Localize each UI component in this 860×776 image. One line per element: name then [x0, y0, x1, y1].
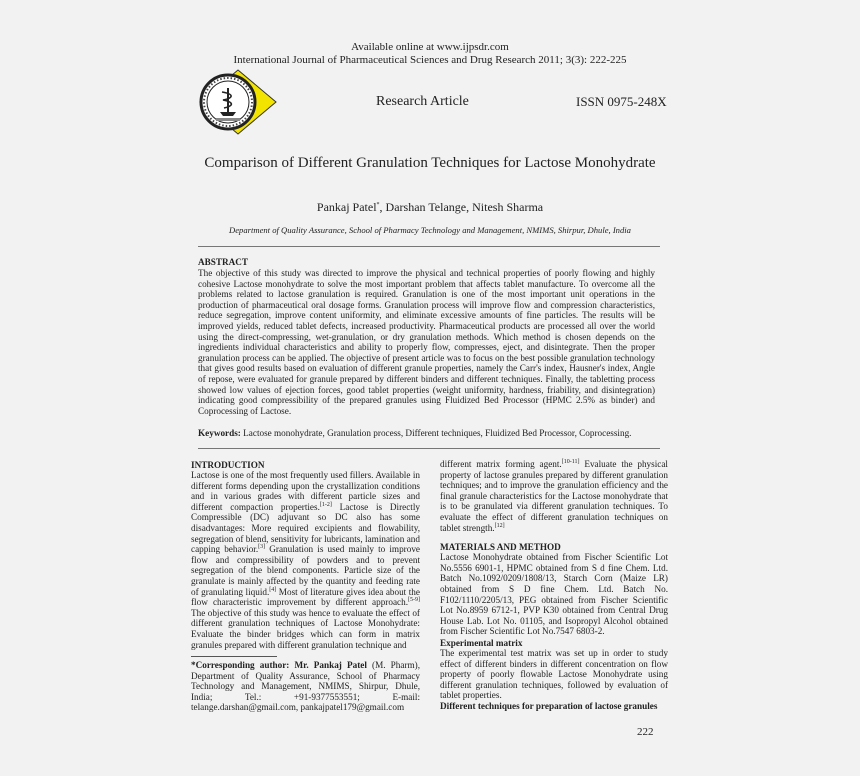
- corresponding-mark: *: [376, 202, 380, 208]
- issn-number: ISSN 0975-248X: [576, 94, 667, 109]
- co-authors: , Darshan Telange, Nitesh Sharma: [379, 200, 544, 214]
- article-title: Comparison of Different Granulation Techniques for Lactose Monohydrate: [204, 155, 656, 171]
- affiliation: Department of Quality Assurance, School of Pharmacy Technology and Management, NMIMS, Shirpur, Dhule, India: [229, 225, 631, 235]
- divider-top: [198, 246, 660, 247]
- right-column: [440, 459, 668, 711]
- experimental-matrix-heading: Experimental matrix: [440, 637, 523, 648]
- keywords-text: Lactose monohydrate, Granulation process, Different techniques, Fluidized Bed Processor, Coprocessing.: [240, 428, 632, 438]
- article-type: Research Article: [376, 94, 469, 109]
- correspondence-text: (M. Pharm), Department of Quality Assurance, School of Pharmacy Technology and Management, NMIMS, Shirpur, Dhule, India; Tel.: +91-9377553551; E-mail: telange.darshan@gmail.com, pankajpatel179@gmail.com: [191, 660, 420, 713]
- author-list: [190, 200, 670, 215]
- page-number: 222: [637, 726, 654, 738]
- keywords-label: Keywords:: [198, 428, 241, 438]
- abstract-heading: ABSTRACT: [198, 257, 249, 267]
- corresponding-author-note: [191, 660, 420, 713]
- abstract-text: The objective of this study was directed to improve the physical and technical properties of poorly flowing and highly cohesive Lactose monohydrate to solve the most important problem that affects tablet manufacture. To overcome all the problems related to lactose granulation is required. Granulation is one of the most important unit operations in the production of pharmaceutical oral dosage forms. Granulation process will improve flow and compression characteristics, reduce segregation, improve content uniformity, and eliminate excessive amounts of fine particles. The results will be improved yields, reduced tablet defects, increased productivity. Pharmaceutical products are processed all over the world using the direct-compressing, wet-granulation, or dry granulation methods. Which method is chosen depends on the ingredients individual characteristics and ability to properly flow, compresses, eject, and disintegrate. Then the proper granulation process can be applied. The objective of present article was to focus on the best possible granulation technology that gives good results based on evaluation of different granule properties, namely the Carr's index, Hausner's index, Angle of repose, were evaluated for granule prepared by different binders and different techniques. Finally, the tabletting process showed low values of ejection forces, good tablet properties (weight uniformity, hardness, friability, and disintegration) indicating good compressibility of the prepared granules using Fluidized Bed Processor (HPMC 2.5% as binder) and Coprocessing of Lactose.: [198, 268, 655, 416]
- divider-bottom: [198, 448, 660, 449]
- correspondence-label: *Corresponding author: Mr. Pankaj Patel: [191, 660, 367, 670]
- footnote-rule: [191, 656, 277, 657]
- materials-heading: MATERIALS AND METHOD: [440, 542, 561, 553]
- materials-text: Lactose Monohydrate obtained from Fischer Scientific Lot No.5556 6901-1, HPMC obtained from S d fine Chem. Ltd. Batch No.1092/0209/1808/13, Starch Corn (Maize LR) obtained from S D fine Chem. Ltd. Batch No. F102/1110/2205/13, PEG obtained from Fischer Scientific Lot No.8959 6712-1, PVP K30 obtained from Central Drug House Lab. Lot No. 01105, and Isopropyl Alcohol obtained from Fischer Scientific Lot No.7547 6803-2.: [440, 552, 668, 637]
- journal-citation: International Journal of Pharmaceutical Sciences and Drug Research 2011; 3(3): 222-225: [233, 54, 627, 66]
- objective-continuation: different matrix forming agent.[10-11] Evaluate the physical property of lactose granules prepared by different granulation techniques; and to improve the granulation efficiency and the final granule characteristics for the Lactose monohydrate that is to be granulated via different granulation techniques. To evaluate the effect of different granulation techniques on tablet strength.[12]: [440, 458, 668, 533]
- journal-seal-icon: [198, 68, 278, 136]
- introduction-section: [191, 460, 420, 650]
- experimental-matrix-text: The experimental test matrix was set up in order to study effect of different binders in different concentration on flow property of poorly flowable Lactose Monohydrate using different granulation techniques, followed by evaluation of tablet properties.: [440, 647, 668, 701]
- keywords: [198, 428, 658, 438]
- techniques-heading: Different techniques for preparation of lactose granules: [440, 700, 658, 711]
- availability-line: Available online at www.ijpsdr.com: [351, 41, 509, 53]
- introduction-text: Lactose is one of the most frequently used fillers. Available in different forms depending upon the crystallization conditions and in various grades with different particle sizes and different compaction properties.[1-2] Lactose is Directly Compressible (DC) adjuvant so DC also has some disadvantages: More required excipients and flowability, segregation of blend, sensitivity for lubricants, lamination and capping behavior.[3] Granulation is used mainly to improve flow and compressibility of powders and to prevent segregation of the blend components. Particle size of the granulate is mainly affected by the quantity and feeding rate of granulating liquid.[4] Most of literature gives idea about the flow characteristic improvement by different approach.[5-9] The objective of this study was hence to evaluate the effect of different granulation techniques of Lactose Monohydrate: Evaluate the binder bridges which can form in matrix granules prepared with different granulation technique and: [191, 470, 420, 650]
- introduction-heading: INTRODUCTION: [191, 460, 265, 470]
- first-author: Pankaj Patel: [316, 200, 377, 214]
